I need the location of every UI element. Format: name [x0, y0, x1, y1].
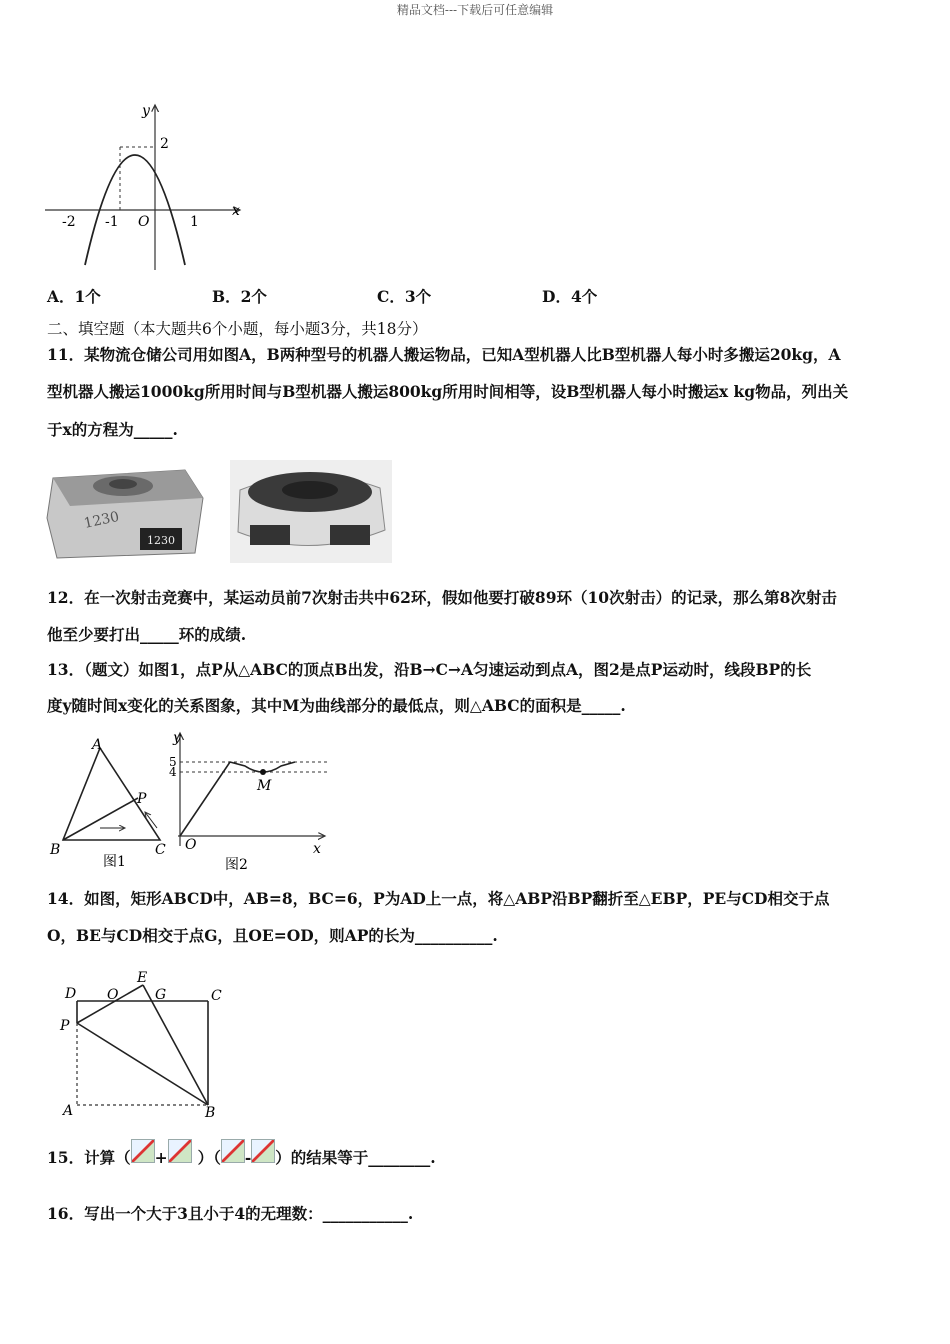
broken-image-icon [168, 1139, 192, 1163]
fig2-xlabel: x [313, 841, 321, 857]
q14-figure [55, 965, 235, 1125]
robot-b-image [230, 460, 392, 563]
broken-image-icon [251, 1139, 275, 1163]
fig1-b: B [50, 842, 61, 858]
robot-a-side-label: 1230 [82, 508, 121, 532]
fig1-caption: 图1 [103, 854, 126, 870]
fig2-ylabel: y [173, 730, 181, 746]
option-b: B．2个 [212, 287, 267, 306]
option-d: D．4个 [542, 287, 598, 306]
graph1-tick: -2 [62, 214, 76, 230]
graph1-tick: 1 [190, 214, 199, 230]
parabola-graph [40, 95, 250, 275]
q11-line3: 于x的方程为_____. [47, 420, 178, 439]
graph1-ylabel: y [142, 103, 150, 119]
q14-b: B [205, 1105, 216, 1121]
graph1-tick: -1 [105, 214, 119, 230]
fig2-val4: 4 [169, 765, 177, 779]
fig2-val5: 5 [169, 755, 177, 769]
q14-e: E [137, 970, 148, 986]
q12-line1: 12．在一次射击竞赛中，某运动员前7次射击共中62环，假如他要打破89环（10次射击）的记录，那么第8次射击 [47, 588, 837, 607]
q15-mid: ）（ [197, 1148, 221, 1167]
robot-a-image [45, 458, 205, 563]
q14-line1: 14．如图，矩形ABCD中，AB=8，BC=6，P为AD上一点，将△ABP沿BP翻折至△EBP，PE与CD相交于点 [47, 889, 830, 908]
q14-line2: O，BE与CD相交于点G，且OE=OD，则AP的长为__________. [47, 926, 498, 945]
q15-minus: - [244, 1148, 252, 1167]
q14-c: C [211, 988, 222, 1004]
q14-a: A [63, 1103, 74, 1119]
q16-line: 16．写出一个大于3且小于4的无理数：___________. [47, 1204, 414, 1223]
graph1-xlabel: x [232, 203, 240, 219]
fig1-p: P [137, 791, 147, 807]
fig2-origin: O [185, 837, 197, 853]
q13-figure [45, 728, 335, 876]
q11-line1: 11．某物流仓储公司用如图A，B两种型号的机器人搬运物品，已知A型机器人比B型机器人每小时多搬运20kg，A [47, 345, 841, 364]
q15-suffix: ）的结果等于________. [275, 1148, 436, 1167]
broken-image-icon [131, 1139, 155, 1163]
robot-a-label: 1230 [147, 534, 175, 547]
q14-d: D [65, 986, 77, 1002]
graph1-origin: O [138, 214, 150, 230]
fig1-a: A [92, 737, 103, 753]
q11-line2: 型机器人搬运1000kg所用时间与B型机器人搬运800kg所用时间相等，设B型机器人每小时搬运x kg物品，列出关 [47, 382, 849, 401]
q14-o: O [107, 987, 119, 1003]
q15-prefix: 15．计算（ [47, 1148, 131, 1167]
option-a: A．1个 [47, 287, 101, 306]
q15-line [47, 1140, 436, 1176]
q15-plus: + [154, 1148, 168, 1167]
q13-line1: 13．（题文）如图1，点P从△ABC的顶点B出发，沿B→C→A匀速运动到点A，图2是点P运动时，线段BP的长 [47, 660, 812, 679]
q12-line2: 他至少要打出_____环的成绩. [47, 625, 247, 644]
broken-image-icon [221, 1139, 245, 1163]
fig1-c: C [155, 842, 166, 858]
fig2-m: M [257, 778, 272, 794]
graph1-ymark: 2 [160, 136, 169, 152]
q14-g: G [155, 987, 167, 1003]
q14-p: P [60, 1018, 70, 1034]
q13-line2: 度y随时间x变化的关系图象，其中M为曲线部分的最低点，则△ABC的面积是_____. [47, 696, 626, 715]
option-c: C．3个 [377, 287, 432, 306]
fig2-caption: 图2 [225, 857, 248, 873]
page-header: 精品文档---下载后可任意编辑 [396, 3, 554, 17]
section-title: 二、填空题（本大题共6个小题，每小题3分，共18分） [47, 320, 428, 338]
